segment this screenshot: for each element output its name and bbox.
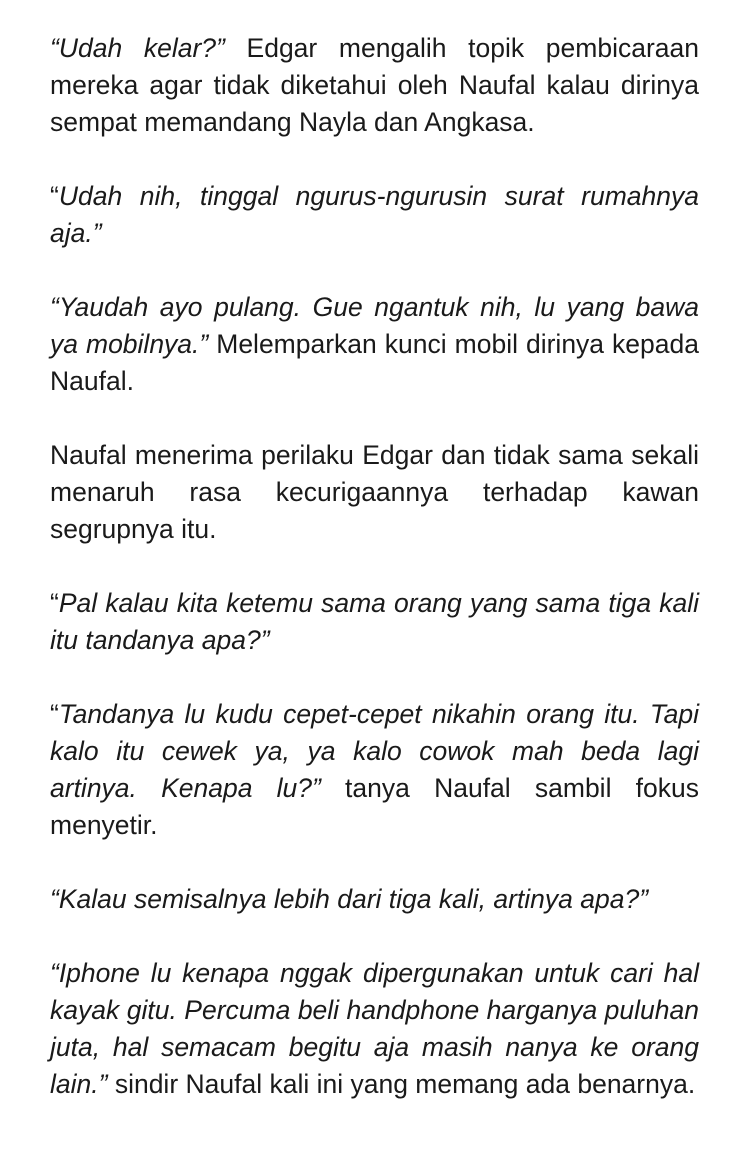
paragraph-5 <box>50 585 699 659</box>
opening-quote: “ <box>50 588 59 618</box>
paragraph-6 <box>50 696 699 844</box>
paragraph-1 <box>50 30 699 141</box>
narration-text: Edgar mengalih topik pembicaraan mereka agar tidak diketahui oleh Naufal kalau dirinya sempat memandang Nayla dan Angkasa. <box>50 33 699 137</box>
story-text <box>50 30 699 1103</box>
paragraph-7 <box>50 881 699 918</box>
paragraph-3 <box>50 289 699 400</box>
opening-quote: “ <box>50 699 59 729</box>
paragraph-8 <box>50 955 699 1103</box>
dialogue-text: “Udah kelar?” <box>50 33 225 63</box>
dialogue-text: Pal kalau kita ketemu sama orang yang sama tiga kali itu tandanya apa?” <box>50 588 699 655</box>
opening-quote: “ <box>50 181 59 211</box>
narration-text: Naufal menerima perilaku Edgar dan tidak sama sekali menaruh rasa kecurigaannya terhadap kawan segrupnya itu. <box>50 440 699 544</box>
dialogue-text: “Iphone lu kenapa nggak dipergunakan untuk cari hal kayak gitu. Percuma beli handphone harganya puluhan juta, hal semacam begitu aja masih nanya ke orang lain.” <box>50 958 699 1099</box>
narration-text: tanya Naufal sambil fokus menyetir. <box>50 773 699 840</box>
dialogue-text: “Kalau semisalnya lebih dari tiga kali, artinya apa?” <box>50 884 649 914</box>
narration-text: Melemparkan kunci mobil dirinya kepada Naufal. <box>50 329 699 396</box>
dialogue-text: Udah nih, tinggal ngurus-ngurusin surat rumahnya aja.” <box>50 181 699 248</box>
dialogue-text: Tandanya lu kudu cepet-cepet nikahin orang itu. Tapi kalo itu cewek ya, ya kalo cowok mah beda lagi artinya. Kenapa lu?” <box>50 699 699 803</box>
narration-text: sindir Naufal kali ini yang memang ada benarnya. <box>107 1069 696 1099</box>
paragraph-4 <box>50 437 699 548</box>
paragraph-2 <box>50 178 699 252</box>
dialogue-text: “Yaudah ayo pulang. Gue ngantuk nih, lu yang bawa ya mobilnya.” <box>50 292 699 359</box>
